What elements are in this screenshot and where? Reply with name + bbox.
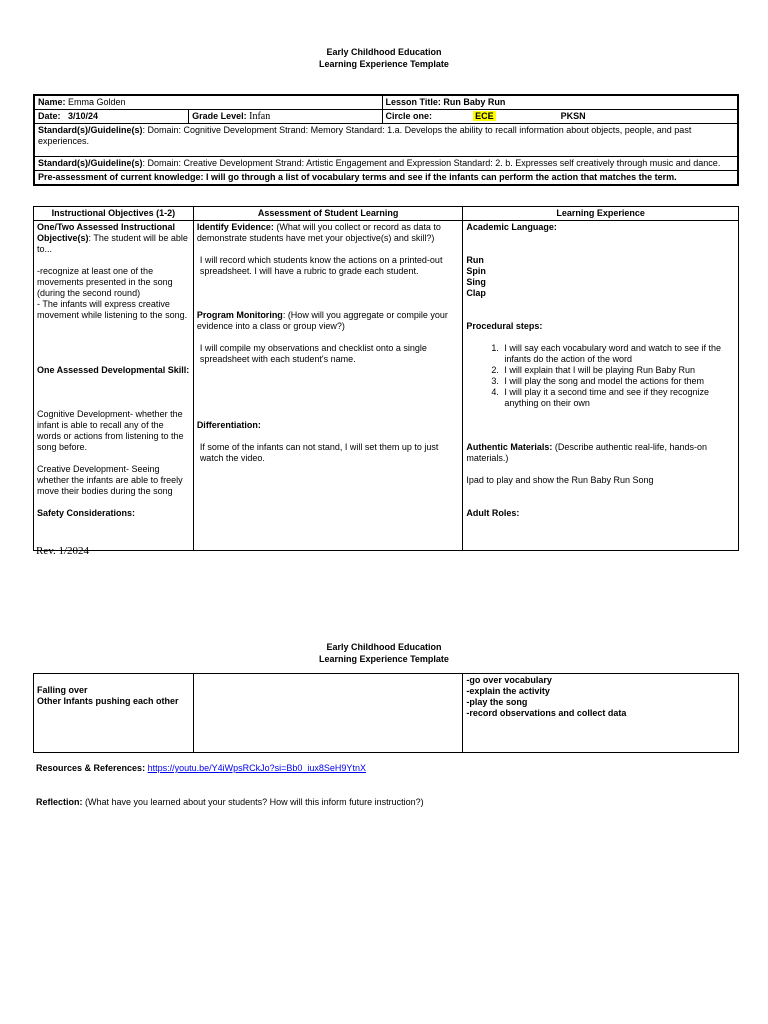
objective-item-1: -recognize at least one of the movements presented in the song (during the second round) (37, 266, 173, 298)
lesson-title-label: Lesson Title: (385, 97, 441, 107)
identify-evidence-question: (What will you collect or record as data to demonstrate students have met your objective(s) and skill?) (196, 222, 441, 243)
vocab-word: Run (466, 255, 484, 265)
page-header (0, 47, 768, 70)
objectives-heading-bold: One/Two Assessed Instructional Objective(s) (37, 222, 176, 243)
objectives-heading (37, 222, 190, 255)
procedural-step: 4. I will play it a second time and see if they recognize anything on their own (501, 387, 735, 409)
procedural-steps-label (466, 321, 735, 332)
circle-option-ece: ECE (475, 111, 494, 121)
procedural-step: 2. I will explain that I will be playing Run Baby Run (501, 365, 735, 376)
safety-item: Other Infants pushing each other (37, 696, 179, 706)
authentic-materials-prompt (466, 442, 735, 464)
vocab-word: Clap (466, 288, 486, 298)
procedural-step: 3. I will play the song and model the actions for them (501, 376, 735, 387)
differentiation-label-text: Differentiation: (196, 420, 261, 430)
adult-role-item: -explain the activity (466, 686, 550, 696)
experience-column (463, 221, 739, 551)
authentic-materials-answer: Ipad to play and show the Run Baby Run Song (466, 475, 654, 485)
adult-roles-list (463, 674, 739, 753)
adult-role-item: -play the song (466, 697, 528, 707)
academic-language-label (466, 222, 735, 233)
assessment-column (193, 221, 463, 551)
name-cell (34, 95, 382, 110)
name-label: Name: (38, 97, 66, 107)
grade-level-label: Grade Level: (192, 111, 247, 121)
program-monitoring-answer: I will compile my observations and checklist onto a single spreadsheet with each student's name. (199, 343, 427, 364)
objective-item-2: - The infants will express creative movement while listening to the song. (37, 299, 188, 320)
identify-evidence-answer: I will record which students know the actions on a printed-out spreadsheet. I will have a rubric to grade each student. (199, 255, 443, 276)
program-monitoring-question: : (How will you aggregate or compile your evidence into a class or group view?) (196, 310, 448, 331)
date-cell (34, 110, 189, 124)
vocab-word: Spin (466, 266, 486, 276)
standard-1-text: : Domain: Cognitive Development Strand: Memory Standard: 1.a. Develops the ability to recall information about objects, people, and past experiences. (38, 125, 692, 146)
header-line-1: Early Childhood Education (326, 47, 442, 57)
academic-language-label-text: Academic Language: (466, 222, 557, 232)
authentic-materials-question: (Describe authentic real-life, hands-on materials.) (466, 442, 707, 463)
date-value: 3/10/24 (68, 111, 99, 121)
procedural-steps-label-text: Procedural steps: (466, 321, 543, 331)
pre-assessment-text: Pre-assessment of current knowledge: I will go through a list of vocabulary terms and see if the infants can perform the action that matches the term. (38, 172, 677, 182)
developmental-skill-heading-text: One Assessed Developmental Skill: (37, 365, 190, 375)
revision-note: Rev. 1/2024 (36, 545, 90, 557)
safety-item: Falling over (37, 685, 88, 695)
reflection-section (36, 797, 424, 807)
standard-2-cell (34, 157, 738, 171)
vocab-word: Sing (466, 277, 486, 287)
program-monitoring-prompt (197, 310, 460, 332)
standard-2-text: : Domain: Creative Development Strand: Artistic Engagement and Expression Standard: 2. b. Expresses self creatively through music and dance. (142, 158, 721, 168)
lesson-info-table (33, 94, 739, 186)
assessment-continued (193, 674, 463, 753)
column-header-assessment: Assessment of Student Learning (193, 207, 463, 221)
resources-references: Resources & References: https://youtu.be/Y4iWpsRCkJo?si=Bb0_iux8SeH9YtnX (36, 763, 366, 773)
adult-role-item: -record observations and collect data (466, 708, 627, 718)
developmental-skill-creative: Creative Development- Seeing whether the infants are able to freely move their bodies during the song (37, 464, 183, 496)
adult-roles-label-text: Adult Roles: (466, 508, 520, 518)
lesson-plan-table-continued (33, 673, 739, 753)
header-line-2: Learning Experience Template (319, 653, 449, 664)
page-header (0, 642, 768, 665)
reflection-prompt: (What have you learned about your students? How will this inform future instruction?) (82, 797, 424, 807)
differentiation-answer: If some of the infants can not stand, I will set them up to just watch the video. (199, 442, 439, 463)
authentic-materials-label: Authentic Materials: (466, 442, 553, 452)
resources-link[interactable]: https://youtu.be/Y4iWpsRCkJo?si=Bb0_iux8SeH9YtnX (147, 763, 366, 773)
developmental-skill-heading (37, 365, 190, 376)
standard-2-label: Standard(s)/Guideline(s) (38, 158, 143, 168)
objectives-heading-rest: : The student will be able to... (37, 233, 188, 254)
lesson-plan-table (33, 206, 739, 551)
name-value: Emma Golden (68, 97, 126, 107)
circle-one-cell (382, 110, 738, 124)
date-label: Date: (38, 111, 61, 121)
column-header-experience: Learning Experience (463, 207, 739, 221)
column-header-objectives: Instructional Objectives (1-2) (34, 207, 194, 221)
procedural-steps-list (466, 343, 735, 409)
grade-level-value: Infan (249, 111, 271, 122)
resources-label: Resources & References (36, 763, 143, 773)
safety-considerations-list (34, 674, 194, 753)
program-monitoring-label: Program Monitoring (196, 310, 283, 320)
differentiation-label (197, 420, 460, 431)
developmental-skill-cognitive: Cognitive Development- whether the infant is able to recall any of the words or actions from listening to the song before. (37, 409, 184, 452)
reflection-label: Reflection: (36, 797, 83, 807)
lesson-title-value: Run Baby Run (443, 97, 506, 107)
lesson-title-cell (382, 95, 738, 110)
safety-considerations-label (37, 508, 190, 519)
adult-roles-label (466, 508, 735, 519)
pre-assessment-cell (34, 171, 738, 186)
standard-1-label: Standard(s)/Guideline(s) (38, 125, 143, 135)
circle-one-label: Circle one: (385, 111, 433, 121)
circle-option-pksn: PKSN (560, 111, 586, 121)
standard-1-cell (34, 124, 738, 157)
objectives-column (34, 221, 194, 551)
identify-evidence-label: Identify Evidence: (196, 222, 274, 232)
grade-level-cell (189, 110, 382, 124)
header-line-1: Early Childhood Education (326, 642, 442, 652)
adult-role-item: -go over vocabulary (466, 675, 552, 685)
identify-evidence-prompt (197, 222, 460, 244)
header-line-2: Learning Experience Template (319, 58, 449, 69)
safety-considerations-text: Safety Considerations: (37, 508, 136, 518)
procedural-step: 1. I will say each vocabulary word and watch to see if the infants do the action of the word (501, 343, 735, 365)
